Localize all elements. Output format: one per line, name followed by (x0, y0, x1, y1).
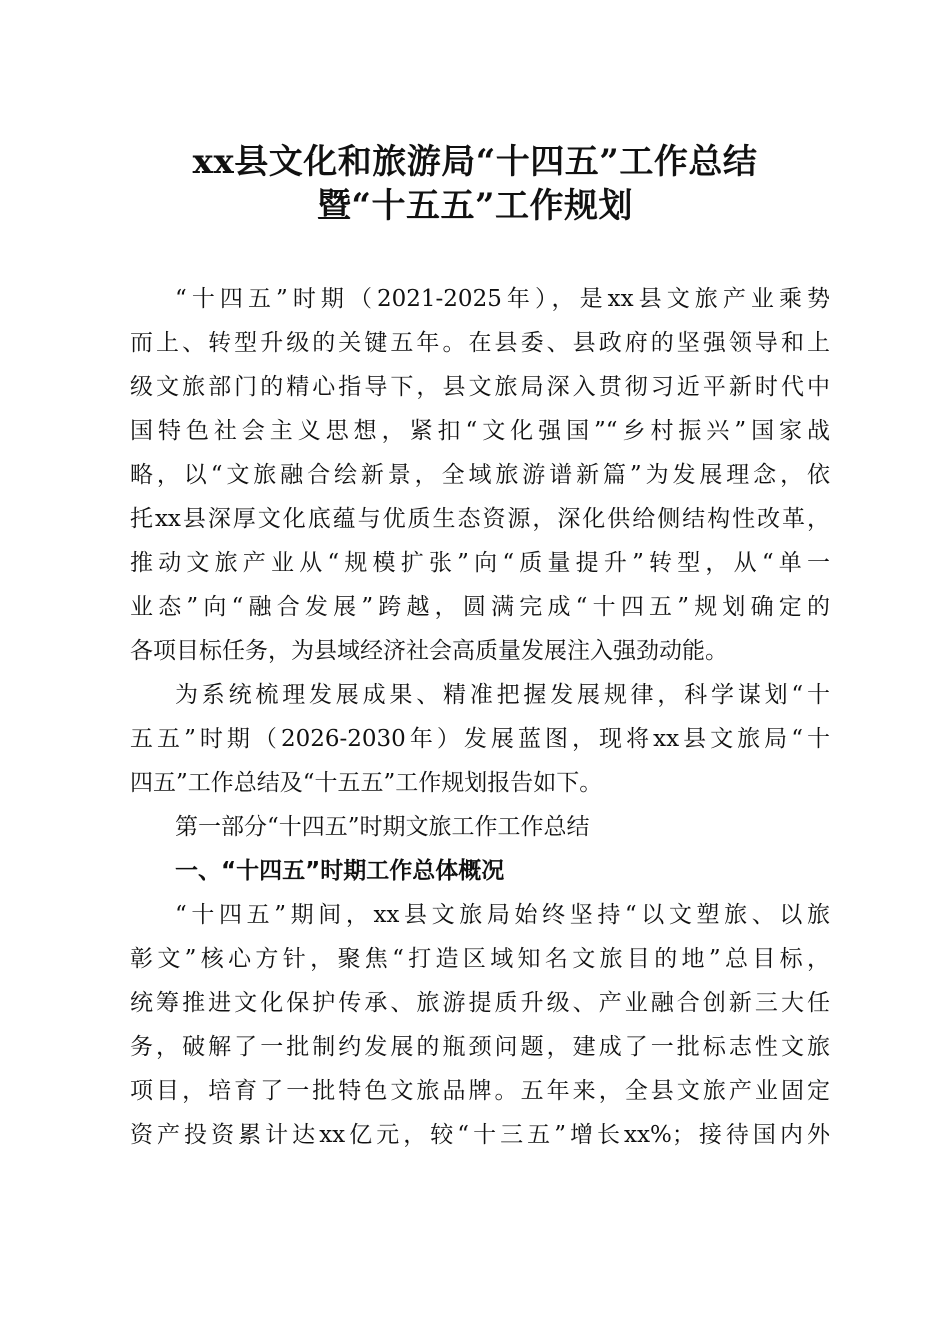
paragraph-1-line-1: “十四五”时期（2021-2025年），是xx县文旅产业乘势 (175, 286, 830, 312)
paragraph-2-line-2: 五五”时期（2026-2030年）发展蓝图，现将xx县文旅局“十 (130, 726, 830, 752)
paragraph-3-line-4: 务，破解了一批制约发展的瓶颈问题，建成了一批标志性文旅 (130, 1034, 830, 1060)
paragraph-1-line-8: 业态”向“融合发展”跨越，圆满完成“十四五”规划确定的 (130, 594, 830, 620)
paragraph-2-line-1: 为系统梳理发展成果、精准把握发展规律，科学谋划“十 (175, 682, 830, 708)
paragraph-3-line-1: “十四五”期间，xx县文旅局始终坚持“以文塑旅、以旅 (175, 902, 830, 928)
paragraph-1-line-9: 各项目标任务，为县域经济社会高质量发展注入强劲动能。 (130, 638, 728, 664)
paragraph-3-line-2: 彰文”核心方针，聚焦“打造区域知名文旅目的地”总目标， (130, 946, 830, 972)
document-title-line-2: 暨“十五五”工作规划 (316, 186, 634, 226)
part-one-heading: 第一部分“十四五”时期文旅工作工作总结 (175, 814, 590, 840)
paragraph-3-line-5: 项目，培育了一批特色文旅品牌。五年来，全县文旅产业固定 (130, 1078, 830, 1104)
paragraph-1-line-2: 而上、转型升级的关键五年。在县委、县政府的坚强领导和上 (130, 330, 830, 356)
document-title-line-1: xx县文化和旅游局“十四五”工作总结 (192, 142, 758, 182)
paragraph-1-line-5: 略，以“文旅融合绘新景，全域旅游谱新篇”为发展理念，依 (130, 462, 830, 488)
paragraph-1-line-3: 级文旅部门的精心指导下，县文旅局深入贯彻习近平新时代中 (130, 374, 830, 400)
paragraph-3-line-3: 统筹推进文化保护传承、旅游提质升级、产业融合创新三大任 (130, 990, 830, 1016)
paragraph-1-line-7: 推动文旅产业从“规模扩张”向“质量提升”转型，从“单一 (130, 550, 830, 576)
paragraph-3-line-6: 资产投资累计达xx亿元，较“十三五”增长xx%；接待国内外 (130, 1122, 830, 1148)
section-one-heading: 一、“十四五”时期工作总体概况 (175, 858, 505, 884)
paragraph-2-line-3: 四五”工作总结及“十五五”工作规划报告如下。 (130, 770, 603, 796)
paragraph-1-line-4: 国特色社会主义思想，紧扣“文化强国”“乡村振兴”国家战 (130, 418, 830, 444)
paragraph-1-line-6: 托xx县深厚文化底蕴与优质生态资源，深化供给侧结构性改革， (130, 506, 830, 532)
